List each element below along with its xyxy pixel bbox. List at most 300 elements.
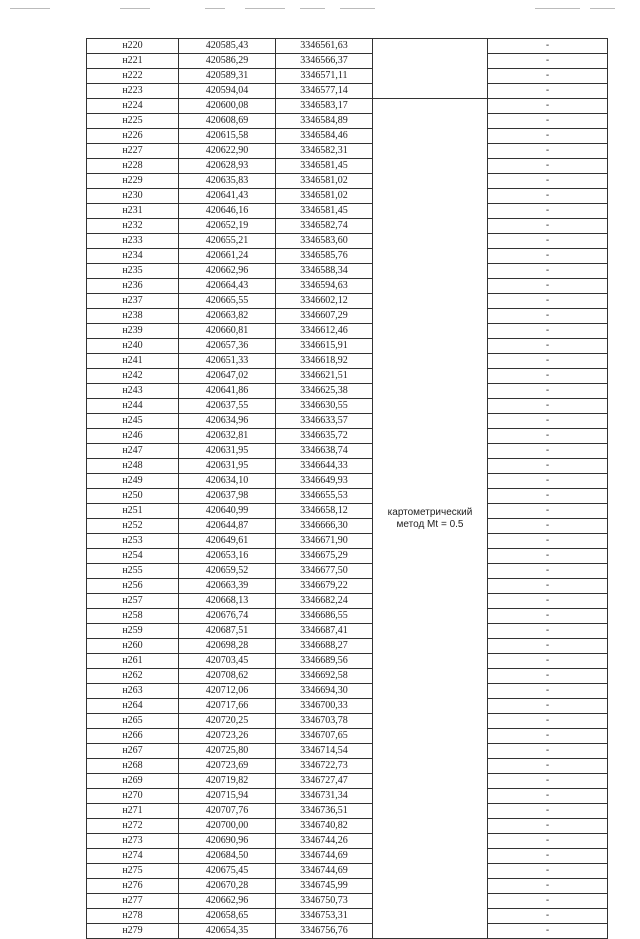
cell-x: 420664,43 [179,279,276,294]
cell-y: 3346594,63 [276,279,373,294]
cell-precision: - [488,564,608,579]
method-note-line1: картометрический [387,506,473,518]
table-row [87,324,608,339]
cell-y: 3346692,58 [276,669,373,684]
cell-precision: - [488,489,608,504]
table-row [87,264,608,279]
cell-point: н224 [87,99,179,114]
cell-x: 420658,65 [179,909,276,924]
table-row [87,69,608,84]
cell-point: н233 [87,234,179,249]
cell-y: 3346677,50 [276,564,373,579]
cell-point: н244 [87,399,179,414]
cell-y: 3346736,51 [276,804,373,819]
table-row [87,639,608,654]
table-row [87,534,608,549]
cell-precision: - [488,804,608,819]
cell-precision: - [488,834,608,849]
table-row [87,504,608,519]
cell-point: н250 [87,489,179,504]
cell-precision: - [488,219,608,234]
cell-point: н248 [87,459,179,474]
cell-precision: - [488,144,608,159]
cell-point: н256 [87,579,179,594]
cell-precision: - [488,159,608,174]
cell-precision: - [488,39,608,54]
cell-x: 420676,74 [179,609,276,624]
cell-y: 3346588,34 [276,264,373,279]
cell-x: 420690,96 [179,834,276,849]
cell-x: 420661,24 [179,249,276,264]
cell-y: 3346583,60 [276,234,373,249]
table-row [87,129,608,144]
cell-precision: - [488,204,608,219]
cell-y: 3346714,54 [276,744,373,759]
cell-point: н232 [87,219,179,234]
table-row [87,804,608,819]
cell-point: н265 [87,714,179,729]
cell-point: н222 [87,69,179,84]
table-row [87,234,608,249]
cell-y: 3346688,27 [276,639,373,654]
cell-x: 420723,69 [179,759,276,774]
cell-x: 420646,16 [179,204,276,219]
cell-point: н225 [87,114,179,129]
cell-y: 3346625,38 [276,384,373,399]
cell-precision: - [488,849,608,864]
table-row [87,114,608,129]
table-row [87,399,608,414]
cell-x: 420660,81 [179,324,276,339]
cell-y: 3346675,29 [276,549,373,564]
table-row [87,249,608,264]
cell-x: 420725,80 [179,744,276,759]
cell-x: 420663,82 [179,309,276,324]
table-row [87,579,608,594]
cell-y: 3346666,30 [276,519,373,534]
cell-y: 3346722,73 [276,759,373,774]
table-row [87,84,608,99]
cell-x: 420637,55 [179,399,276,414]
table-row [87,894,608,909]
table-row [87,159,608,174]
cell-y: 3346584,46 [276,129,373,144]
cell-point: н246 [87,429,179,444]
cell-x: 420662,96 [179,264,276,279]
cell-x: 420719,82 [179,774,276,789]
cell-precision: - [488,924,608,939]
cell-precision: - [488,129,608,144]
cell-y: 3346753,31 [276,909,373,924]
table-row [87,339,608,354]
table-row [87,204,608,219]
table-row [87,174,608,189]
table-row [87,429,608,444]
cell-y: 3346649,93 [276,474,373,489]
cell-point: н255 [87,564,179,579]
cell-x: 420668,13 [179,594,276,609]
cell-x: 420675,45 [179,864,276,879]
cell-point: н226 [87,129,179,144]
table-row [87,864,608,879]
table-row [87,354,608,369]
cell-y: 3346581,45 [276,159,373,174]
table-row [87,654,608,669]
cell-x: 420723,26 [179,729,276,744]
cell-point: н220 [87,39,179,54]
cell-y: 3346731,34 [276,789,373,804]
method-note-line2: метод Mt = 0.5 [396,518,464,530]
cell-x: 420657,36 [179,339,276,354]
cell-x: 420634,96 [179,414,276,429]
cell-y: 3346607,29 [276,309,373,324]
table-row [87,369,608,384]
table-row [87,474,608,489]
table-row [87,609,608,624]
cell-y: 3346612,46 [276,324,373,339]
cell-y: 3346679,22 [276,579,373,594]
cell-y: 3346655,53 [276,489,373,504]
cell-x: 420632,81 [179,429,276,444]
table-row [87,789,608,804]
cell-x: 420670,28 [179,879,276,894]
cell-point: н277 [87,894,179,909]
cell-y: 3346694,30 [276,684,373,699]
cell-point: н254 [87,549,179,564]
cell-point: н275 [87,864,179,879]
cell-point: н263 [87,684,179,699]
cell-precision: - [488,729,608,744]
cell-y: 3346707,65 [276,729,373,744]
cell-x: 420631,95 [179,459,276,474]
table-row [87,294,608,309]
cell-y: 3346687,41 [276,624,373,639]
cell-x: 420615,58 [179,129,276,144]
cell-precision: - [488,234,608,249]
table-row [87,684,608,699]
cell-precision: - [488,264,608,279]
cell-point: н276 [87,879,179,894]
cell-point: н242 [87,369,179,384]
cell-point: н238 [87,309,179,324]
cell-point: н269 [87,774,179,789]
cell-y: 3346744,69 [276,849,373,864]
cell-x: 420634,10 [179,474,276,489]
cell-point: н223 [87,84,179,99]
cell-x: 420649,61 [179,534,276,549]
cell-precision: - [488,69,608,84]
cell-precision: - [488,744,608,759]
cell-x: 420707,76 [179,804,276,819]
cell-y: 3346658,12 [276,504,373,519]
table-row [87,879,608,894]
cell-precision: - [488,399,608,414]
cell-point: н278 [87,909,179,924]
cell-x: 420637,98 [179,489,276,504]
cell-x: 420600,08 [179,99,276,114]
table-row [87,489,608,504]
cell-precision: - [488,699,608,714]
method-note-cell [373,99,488,939]
cell-x: 420641,86 [179,384,276,399]
cell-precision: - [488,444,608,459]
cell-x: 420631,95 [179,444,276,459]
cell-x: 420659,52 [179,564,276,579]
cell-point: н230 [87,189,179,204]
table-row [87,834,608,849]
cell-y: 3346744,69 [276,864,373,879]
cell-precision: - [488,414,608,429]
table-row [87,309,608,324]
cell-y: 3346615,91 [276,339,373,354]
cell-point: н261 [87,654,179,669]
table-row [87,189,608,204]
cell-x: 420663,39 [179,579,276,594]
cell-y: 3346689,56 [276,654,373,669]
cell-precision: - [488,519,608,534]
table-row [87,624,608,639]
cell-precision: - [488,99,608,114]
table-row [87,759,608,774]
cell-x: 420720,25 [179,714,276,729]
table-row [87,699,608,714]
cell-precision: - [488,549,608,564]
cell-precision: - [488,684,608,699]
cell-point: н268 [87,759,179,774]
cell-y: 3346744,26 [276,834,373,849]
table-row [87,564,608,579]
cell-x: 420586,29 [179,54,276,69]
cell-x: 420653,16 [179,549,276,564]
cell-point: н236 [87,279,179,294]
cell-point: н249 [87,474,179,489]
cell-precision: - [488,369,608,384]
cell-point: н235 [87,264,179,279]
cell-y: 3346577,14 [276,84,373,99]
table-row [87,549,608,564]
cell-y: 3346750,73 [276,894,373,909]
cell-x: 420651,33 [179,354,276,369]
cell-x: 420662,96 [179,894,276,909]
cell-precision: - [488,759,608,774]
cell-x: 420684,50 [179,849,276,864]
cell-precision: - [488,114,608,129]
cell-precision: - [488,279,608,294]
cell-precision: - [488,579,608,594]
table-row [87,414,608,429]
cell-y: 3346638,74 [276,444,373,459]
cell-x: 420585,43 [179,39,276,54]
cell-x: 420608,69 [179,114,276,129]
cell-x: 420715,94 [179,789,276,804]
cell-point: н258 [87,609,179,624]
cell-y: 3346671,90 [276,534,373,549]
cell-precision: - [488,654,608,669]
cell-x: 420700,00 [179,819,276,834]
cell-precision: - [488,534,608,549]
table-row [87,99,608,114]
cell-precision: - [488,609,608,624]
cell-precision: - [488,789,608,804]
cell-precision: - [488,879,608,894]
cell-precision: - [488,339,608,354]
cell-point: н228 [87,159,179,174]
table-row [87,669,608,684]
cell-x: 420703,45 [179,654,276,669]
cell-point: н273 [87,834,179,849]
coordinates-table-body [87,39,608,939]
cell-x: 420647,02 [179,369,276,384]
table-row [87,924,608,939]
cell-x: 420698,28 [179,639,276,654]
cell-point: н221 [87,54,179,69]
cell-y: 3346700,33 [276,699,373,714]
cell-point: н257 [87,594,179,609]
table-row [87,219,608,234]
cell-y: 3346633,57 [276,414,373,429]
cell-point: н239 [87,324,179,339]
cell-x: 420717,66 [179,699,276,714]
table-row [87,384,608,399]
table-row [87,444,608,459]
cell-precision: - [488,174,608,189]
cell-x: 420594,04 [179,84,276,99]
cell-point: н260 [87,639,179,654]
cell-point: н237 [87,294,179,309]
cell-precision: - [488,639,608,654]
cell-point: н271 [87,804,179,819]
cell-y: 3346585,76 [276,249,373,264]
cell-y: 3346703,78 [276,714,373,729]
cell-point: н229 [87,174,179,189]
cell-y: 3346584,89 [276,114,373,129]
table-row [87,279,608,294]
cell-precision: - [488,384,608,399]
cell-precision: - [488,309,608,324]
cell-x: 420665,55 [179,294,276,309]
scan-header-noise [0,8,640,14]
table-row [87,594,608,609]
cell-point: н262 [87,669,179,684]
cell-point: н251 [87,504,179,519]
cell-point: н274 [87,849,179,864]
cell-x: 420628,93 [179,159,276,174]
cell-point: н272 [87,819,179,834]
cell-y: 3346745,99 [276,879,373,894]
cell-y: 3346602,12 [276,294,373,309]
cell-x: 420708,62 [179,669,276,684]
cell-y: 3346644,33 [276,459,373,474]
cell-precision: - [488,624,608,639]
cell-y: 3346618,92 [276,354,373,369]
cell-y: 3346621,51 [276,369,373,384]
table-row [87,744,608,759]
coordinates-table [86,38,608,939]
cell-x: 420644,87 [179,519,276,534]
cell-y: 3346756,76 [276,924,373,939]
table-row [87,909,608,924]
cell-y: 3346571,11 [276,69,373,84]
cell-point: н279 [87,924,179,939]
cell-point: н252 [87,519,179,534]
cell-precision: - [488,894,608,909]
cell-y: 3346566,37 [276,54,373,69]
cell-x: 420712,06 [179,684,276,699]
cell-precision: - [488,909,608,924]
cell-point: н231 [87,204,179,219]
cell-precision: - [488,669,608,684]
cell-precision: - [488,294,608,309]
table-row [87,39,608,54]
cell-y: 3346581,02 [276,189,373,204]
cell-y: 3346581,45 [276,204,373,219]
cell-point: н243 [87,384,179,399]
cell-x: 420687,51 [179,624,276,639]
cell-point: н227 [87,144,179,159]
cell-x: 420655,21 [179,234,276,249]
table-row [87,54,608,69]
cell-precision: - [488,774,608,789]
cell-precision: - [488,54,608,69]
table-row [87,519,608,534]
cell-y: 3346630,55 [276,399,373,414]
cell-point: н253 [87,534,179,549]
cell-y: 3346582,31 [276,144,373,159]
cell-precision: - [488,354,608,369]
cell-x: 420641,43 [179,189,276,204]
cell-point: н259 [87,624,179,639]
cell-precision: - [488,249,608,264]
cell-precision: - [488,714,608,729]
cell-precision: - [488,429,608,444]
cell-y: 3346635,72 [276,429,373,444]
cell-y: 3346682,24 [276,594,373,609]
cell-x: 420654,35 [179,924,276,939]
cell-point: н240 [87,339,179,354]
cell-x: 420589,31 [179,69,276,84]
table-row [87,729,608,744]
cell-point: н267 [87,744,179,759]
table-row [87,774,608,789]
cell-precision: - [488,84,608,99]
table-row [87,459,608,474]
cell-precision: - [488,474,608,489]
cell-x: 420622,90 [179,144,276,159]
cell-precision: - [488,864,608,879]
cell-x: 420640,99 [179,504,276,519]
cell-y: 3346583,17 [276,99,373,114]
cell-y: 3346582,74 [276,219,373,234]
cell-precision: - [488,504,608,519]
cell-point: н270 [87,789,179,804]
cell-x: 420652,19 [179,219,276,234]
table-row [87,849,608,864]
cell-point: н264 [87,699,179,714]
cell-precision: - [488,459,608,474]
cell-point: н266 [87,729,179,744]
cell-precision: - [488,594,608,609]
cell-point: н247 [87,444,179,459]
method-cell-top [373,39,488,99]
cell-precision: - [488,189,608,204]
cell-precision: - [488,324,608,339]
cell-precision: - [488,819,608,834]
cell-x: 420635,83 [179,174,276,189]
cell-point: н245 [87,414,179,429]
cell-y: 3346686,55 [276,609,373,624]
table-row [87,819,608,834]
table-row [87,714,608,729]
